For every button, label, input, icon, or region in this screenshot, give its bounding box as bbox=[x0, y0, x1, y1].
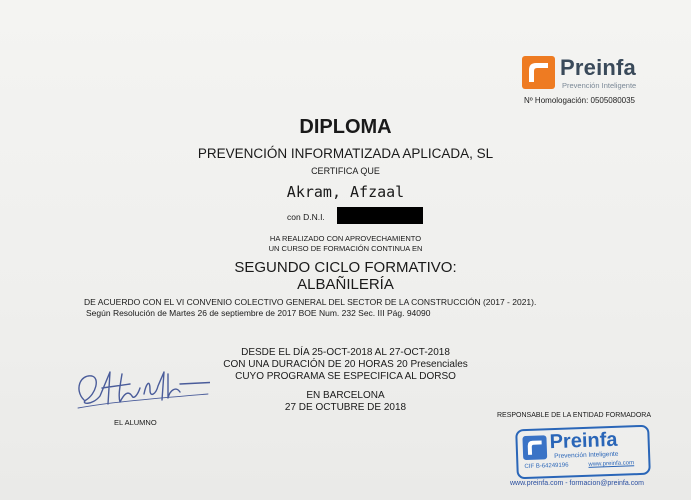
issue-date: 27 DE OCTUBRE DE 2018 bbox=[284, 402, 407, 413]
diploma-title: DIPLOMA bbox=[299, 116, 392, 138]
student-name: Akram, Afzaal bbox=[286, 183, 405, 201]
dni-label: con D.N.I. bbox=[287, 212, 325, 222]
certifies-text: CERTIFICA QUE bbox=[311, 166, 380, 176]
stamp-website: www.preinfa.com bbox=[588, 460, 635, 468]
preinfa-logo-icon bbox=[522, 56, 555, 89]
course-subject: ALBAÑILERÍA bbox=[297, 276, 394, 293]
company-stamp bbox=[515, 425, 651, 480]
completed-line-2: UN CURSO DE FORMACIÓN CONTINUA EN bbox=[268, 244, 423, 253]
logo-brand: Preinfa bbox=[560, 55, 636, 80]
issue-city: EN BARCELONA bbox=[306, 390, 385, 401]
preinfa-logo bbox=[522, 56, 657, 90]
course-duration: CON UNA DURACIÓN DE 20 HORAS 20 Presenciales bbox=[223, 359, 468, 370]
agreement-text: DE ACUERDO CON EL VI CONVENIO COLECTIVO GENERAL DEL SECTOR DE LA CONSTRUCCIÓN (2017 - 2021). bbox=[84, 297, 537, 307]
completed-line-1: HA REALIZADO CON APROVECHAMIENTO bbox=[269, 234, 422, 243]
program-note: CUYO PROGRAMA SE ESPECIFICA AL DORSO bbox=[235, 371, 456, 382]
responsible-label: RESPONSABLE DE LA ENTIDAD FORMADORA bbox=[497, 412, 652, 419]
logo-tagline: Prevención Inteligente bbox=[562, 81, 637, 90]
redacted-dni bbox=[337, 207, 423, 224]
company-name: PREVENCIÓN INFORMATIZADA APLICADA, SL bbox=[197, 146, 494, 161]
stamp-cif: CIF B-64249196 bbox=[524, 462, 569, 471]
course-dates: DESDE EL DÍA 25-OCT-2018 AL 27-OCT-2018 bbox=[241, 347, 450, 358]
resolution-text: Según Resolución de Martes 26 de septiembre de 2017 BOE Num. 232 Sec. III Pág. 94090 bbox=[86, 308, 431, 318]
homologation-number: Nº Homologación: 0505080035 bbox=[524, 96, 635, 105]
student-label: EL ALUMNO bbox=[114, 418, 157, 427]
student-signature bbox=[70, 360, 210, 412]
footer-contact: www.preinfa.com - formacion@preinfa.com bbox=[510, 480, 644, 487]
stamp-logo-icon bbox=[522, 435, 547, 460]
course-name: SEGUNDO CICLO FORMATIVO: bbox=[234, 259, 457, 276]
stamp-tagline: Prevención Inteligente bbox=[554, 450, 619, 461]
stamp-brand: Preinfa bbox=[549, 428, 618, 454]
